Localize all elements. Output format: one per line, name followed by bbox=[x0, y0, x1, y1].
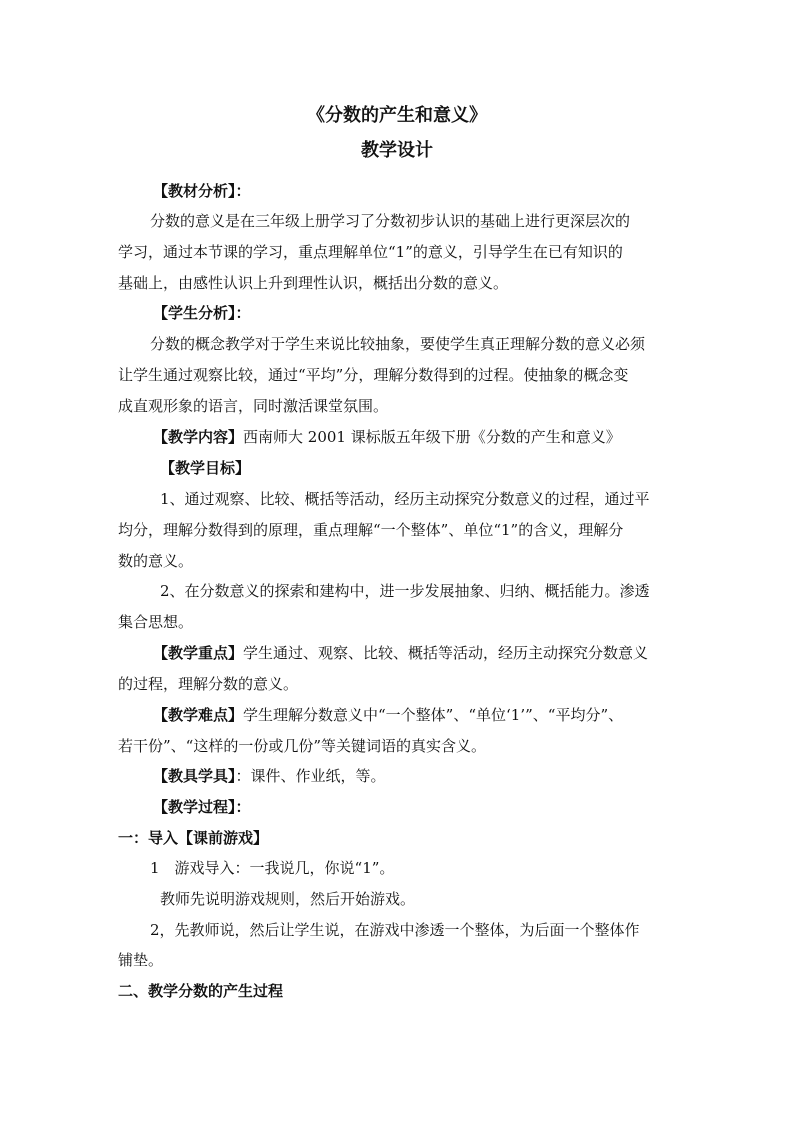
key-points-line-2: 的过程，理解分数的意义。 bbox=[118, 675, 299, 693]
material-analysis-line-3: 基础上，由感性认识上升到理性认识，概括出分数的意义。 bbox=[118, 274, 509, 292]
goal-2-line-2: 集合思想。 bbox=[118, 613, 194, 631]
tools-text: ：课件、作业纸，等。 bbox=[235, 767, 386, 785]
teaching-content bbox=[153, 426, 621, 448]
key-points-line-1 bbox=[153, 642, 648, 664]
material-analysis-line-1: 分数的意义是在三年级上册学习了分数初步认识的基础上进行更深层次的 bbox=[150, 212, 631, 230]
tools-line bbox=[153, 765, 386, 787]
material-analysis-line-2: 学习，通过本节课的学习，重点理解单位“1”的意义，引导学生在已有知识的 bbox=[118, 243, 623, 261]
document-subtitle: 教学设计 bbox=[361, 140, 433, 161]
goal-1-line-2: 均分，理解分数得到的原理，重点理解“一个整体”、单位“1”的含义，理解分 bbox=[118, 521, 624, 539]
teaching-goals-heading: 【教学目标】 bbox=[160, 459, 251, 477]
difficulties-line-1 bbox=[153, 704, 623, 726]
step-2-line-2: 铺垫。 bbox=[118, 951, 164, 969]
section-1-heading bbox=[118, 827, 268, 849]
tools-heading: 【教具学具】 bbox=[153, 767, 236, 785]
teaching-content-heading: 【教学内容】 bbox=[153, 428, 244, 446]
step-1: 1 游戏导入：一我说几，你说“1”。 bbox=[150, 859, 395, 877]
goal-2-line-1: 2、在分数意义的探索和建构中，进一步发展抽象、归纳、概括能力。渗透 bbox=[160, 582, 650, 600]
student-analysis-line-3: 成直观形象的语言，同时激活课堂氛围。 bbox=[118, 397, 389, 415]
step-1-note: 教师先说明游戏规则，然后开始游戏。 bbox=[160, 890, 416, 908]
section-1-bracket: 【课前游戏】 bbox=[178, 829, 269, 847]
student-analysis-heading: 【学生分析】： bbox=[153, 304, 251, 322]
section-1-prefix: 一：导入 bbox=[118, 829, 179, 847]
material-analysis-heading: 【教材分析】： bbox=[153, 182, 251, 200]
goal-1-line-1: 1、通过观察、比较、概括等活动，经历主动探究分数意义的过程，通过平 bbox=[160, 490, 650, 508]
student-analysis-line-1: 分数的概念教学对于学生来说比较抽象，要使学生真正理解分数的意义必须 bbox=[150, 335, 646, 353]
step-2-line-1: 2，先教师说，然后让学生说，在游戏中渗透一个整体，为后面一个整体作 bbox=[150, 921, 640, 939]
key-points-heading: 【教学重点】 bbox=[153, 644, 244, 662]
section-2-heading: 二、教学分数的产生过程 bbox=[118, 982, 284, 1000]
difficulties-heading: 【教学难点】 bbox=[153, 706, 244, 724]
difficulties-text: 学生理解分数意义中“一个整体”、“单位‘1’”、“平均分”、 bbox=[243, 706, 624, 724]
document-title: 《分数的产生和意义》 bbox=[307, 105, 487, 126]
teaching-content-text: 西南师大 2001 课标版五年级下册《分数的产生和意义》 bbox=[243, 428, 621, 446]
student-analysis-line-2: 让学生通过观察比较，通过“平均”分，理解分数得到的过程。使抽象的概念变 bbox=[118, 366, 629, 384]
key-points-text: 学生通过、观察、比较、概括等活动，经历主动探究分数意义 bbox=[243, 644, 649, 662]
process-heading: 【教学过程】： bbox=[153, 798, 251, 816]
difficulties-line-2: 若干份”、“这样的一份或几份”等关键词语的真实含义。 bbox=[118, 737, 487, 755]
goal-1-line-3: 数的意义。 bbox=[118, 552, 194, 570]
